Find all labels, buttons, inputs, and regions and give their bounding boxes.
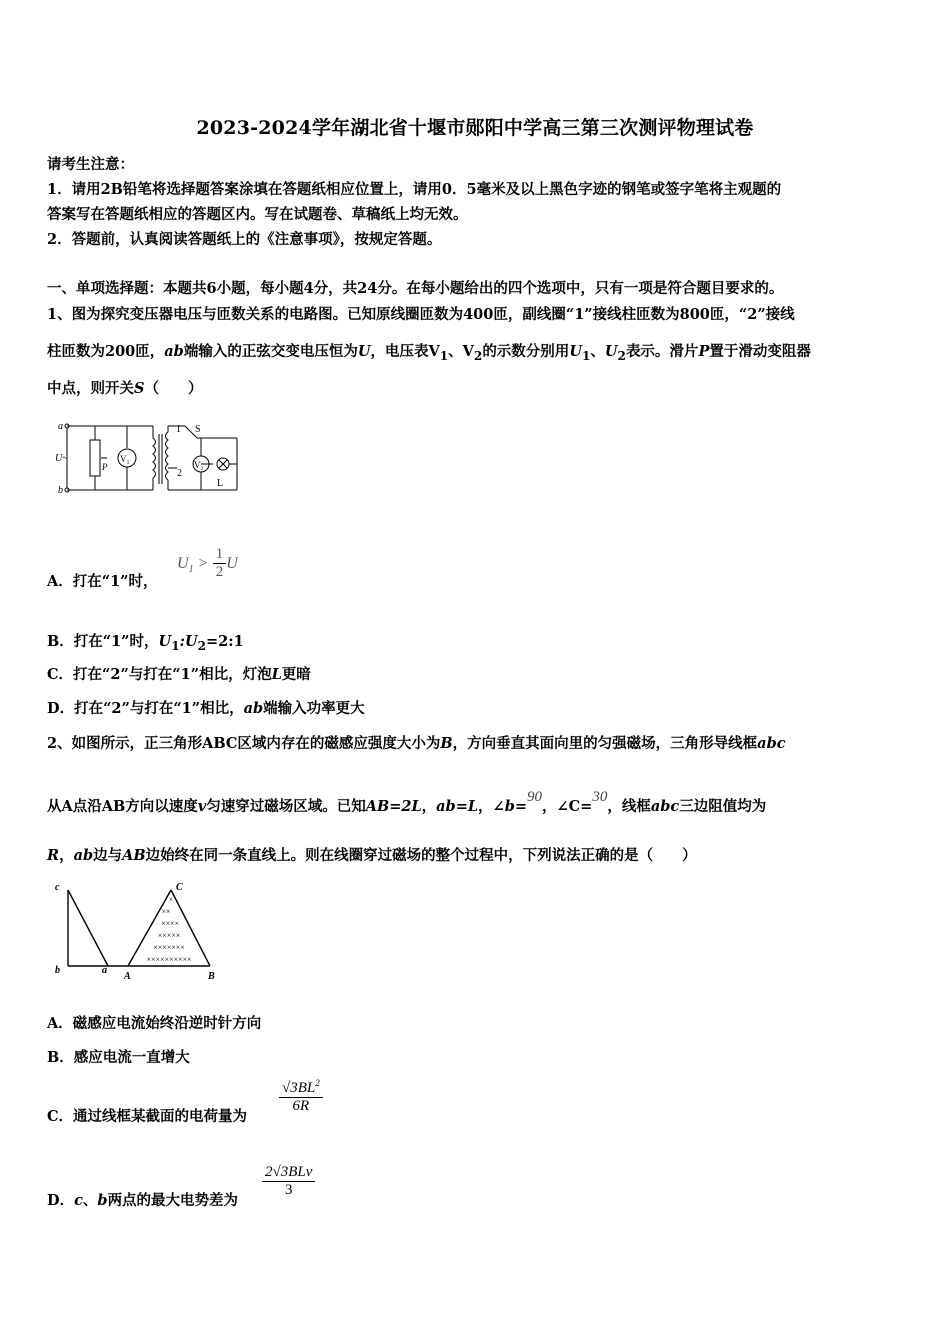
svg-text:×××××: ××××× [157, 931, 181, 940]
q1-label-u: U~ [55, 453, 68, 464]
q2-label-b: b [55, 965, 60, 976]
q1-label-v1: V₁ [120, 454, 130, 464]
q2-label-A: A [124, 971, 131, 982]
q2-line-1: 2、如图所示，正三角形ABC区域内存在的磁感应强度大小为B，方向垂直其面向里的匀强磁场，三角形导线框abc [47, 735, 786, 752]
svg-text:×: × [168, 895, 174, 904]
q1-option-b: B．打在“1”时，$U_1:U_2=2:1$ [47, 633, 244, 653]
q1-line-1: 1、图为探究变压器电压与匝数关系的电路图。已知原线圈匝数为400匝，副线圈“1”接线柱匝数为800匝，“2”接线 [47, 306, 795, 323]
q2-label-c: c [55, 882, 60, 893]
q2-option-c: C．通过线框某截面的电荷量为 [47, 1108, 248, 1125]
q2-line-3: R，ab边与AB边始终在同一条直线上。则在线圈穿过磁场的整个过程中，下列说法正确的是（ ） [47, 847, 697, 864]
q2-label-B: B [208, 971, 215, 982]
q1-option-a-formula: $U_1$ > $\frac{1}{2}$ U [177, 546, 238, 580]
section-heading: 一、单项选择题：本题共6小题，每小题4分，共24分。在每小题给出的四个选项中，只有一项是符合题目要求的。 [47, 280, 784, 297]
page-title: 2023-2024学年湖北省十堰市郧阳中学高三第三次测评物理试卷 [196, 117, 754, 139]
q1-option-c: C．打在“2”与打在“1”相比，灯泡L更暗 [47, 666, 311, 683]
q1-label-v2: V₂ [194, 460, 204, 470]
svg-text:×××××××: ××××××× [153, 943, 185, 952]
q1-label-l: L [217, 478, 224, 489]
q2-option-a: A．磁感应电流始终沿逆时针方向 [47, 1015, 262, 1032]
q1-label-b: b [58, 485, 63, 496]
notice-line-1b: 答案写在答题纸相应的答题区内。写在试题卷、草稿纸上均无效。 [47, 206, 468, 223]
q2-label-a: a [102, 965, 107, 976]
q1-circuit-diagram [55, 418, 245, 500]
q1-option-a: A．打在“1”时， [47, 573, 158, 590]
q1-label-2: 2 [177, 468, 182, 479]
q2-triangle-diagram [50, 878, 225, 983]
q2-option-c-formula: $\frac{√3BL^2}{6R}$ [279, 1078, 323, 1115]
svg-text:××: ×× [161, 907, 171, 916]
notice-line-2: 2．答题前，认真阅读答题纸上的《注意事项》，按规定答题。 [47, 231, 442, 248]
q1-label-a: a [58, 421, 63, 432]
q2-option-d: D．c、b两点的最大电势差为 [47, 1192, 239, 1209]
notice-line-1a: 1．请用2B铅笔将选择题答案涂填在答题纸相应位置上，请用0．5毫米及以上黑色字迹的钢笔或签字笔将主观题的 [47, 181, 782, 198]
q2-line-2: 从A点沿AB方向以速度v匀速穿过磁场区域。已知AB=2L，ab=L，∠b=$^{90}$，∠C=$^{30}$，线框abc三边阻值均为 [47, 789, 767, 815]
q2-option-d-formula: $\frac{\text{2√3BLv}}{3}$ [262, 1164, 315, 1199]
svg-text:××××××××××: ×××××××××× [146, 955, 192, 964]
q1-option-d: D．打在“2”与打在“1”相比，ab端输入功率更大 [47, 700, 365, 717]
q1-line-2: 柱匝数为200匝，ab端输入的正弦交变电压恒为U，电压表$V_1$、$V_2$的示数分别用$U_1$、$U_2$表示。滑片P置于滑动变阻器 [47, 343, 811, 363]
q1-line-3: 中点，则开关S（ ） [47, 380, 203, 397]
svg-text:××××: ×××× [160, 919, 180, 928]
q1-label-1: 1 [176, 424, 181, 435]
q1-label-s: S [195, 424, 201, 435]
notice-heading: 请考生注意： [47, 156, 134, 173]
q2-option-b: B．感应电流一直增大 [47, 1049, 190, 1066]
q1-label-p: P [102, 462, 108, 472]
q2-label-C: C [176, 882, 183, 893]
